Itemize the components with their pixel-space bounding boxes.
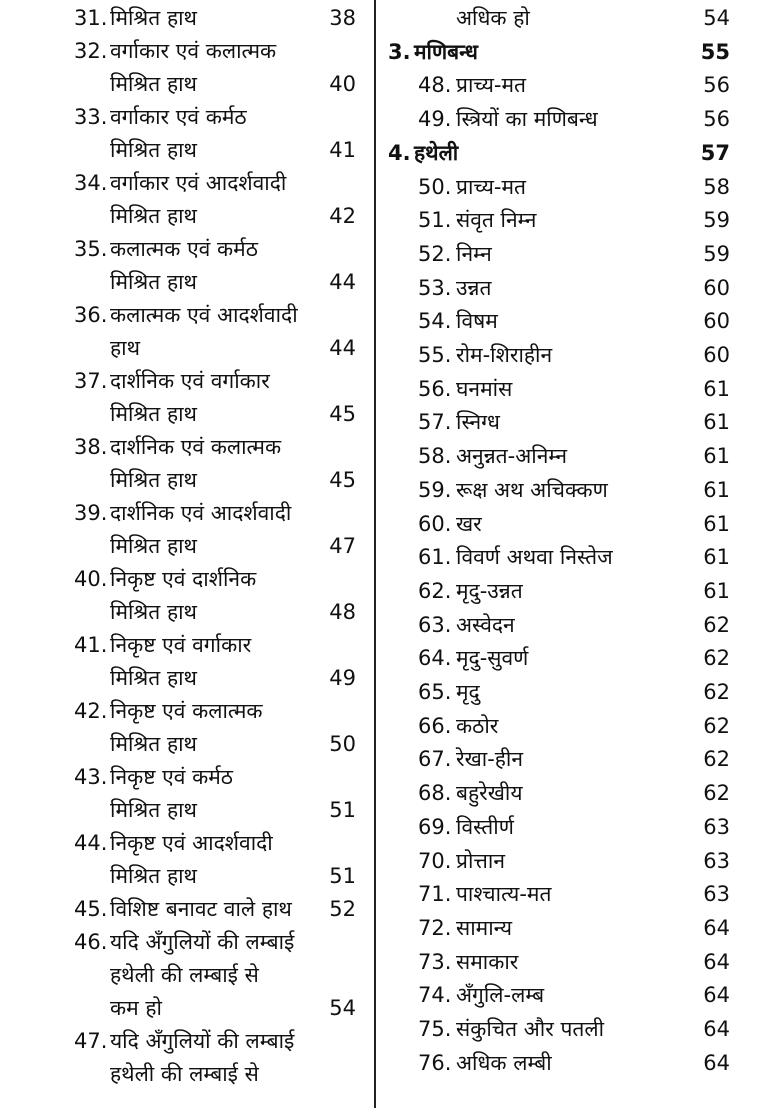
toc-entry-page: 61 bbox=[703, 477, 730, 502]
toc-entry-page: 44 bbox=[329, 336, 356, 360]
toc-entry-number: 63. bbox=[418, 612, 452, 637]
toc-entry-title: सामान्य bbox=[456, 915, 513, 940]
toc-entry-title: हथेली की लम्बाई से bbox=[110, 963, 259, 987]
toc-entry-number: 72. bbox=[418, 915, 452, 940]
toc-entry-page: 59 bbox=[703, 208, 730, 233]
toc-entry-title: रूक्ष अथ अचिक्कण bbox=[456, 477, 608, 502]
column-divider bbox=[374, 0, 376, 1108]
toc-entry-page: 60 bbox=[703, 309, 730, 334]
toc-entry-number: 31. bbox=[74, 6, 108, 30]
toc-entry bbox=[382, 508, 780, 541]
toc-entry-page: 49 bbox=[329, 666, 356, 690]
toc-entry bbox=[0, 464, 372, 497]
toc-entry-title: मिश्रित हाथ bbox=[110, 468, 197, 492]
toc-entry-title: संवृत निम्न bbox=[456, 208, 537, 233]
toc-entry bbox=[382, 406, 780, 439]
toc-entry-page: 61 bbox=[703, 376, 730, 401]
toc-entry-title: मिश्रित हाथ bbox=[110, 600, 197, 624]
toc-entry-title: मिश्रित हाथ bbox=[110, 138, 197, 162]
toc-entry bbox=[382, 878, 780, 911]
toc-entry bbox=[382, 2, 780, 35]
toc-entry-page: 41 bbox=[329, 138, 356, 162]
toc-entry-title: विशिष्ट बनावट वाले हाथ bbox=[110, 897, 292, 921]
toc-entry-title: कम हो bbox=[110, 996, 162, 1020]
toc-entry bbox=[382, 440, 780, 473]
toc-entry-number: 32. bbox=[74, 39, 108, 63]
toc-entry-number: 51. bbox=[418, 208, 452, 233]
toc-entry-title: मिश्रित हाथ bbox=[110, 72, 197, 96]
toc-entry-number: 50. bbox=[418, 174, 452, 199]
toc-entry-number: 55. bbox=[418, 343, 452, 367]
toc-entry-page: 62 bbox=[703, 680, 730, 704]
toc-entry-page: 44 bbox=[329, 270, 356, 294]
toc-entry bbox=[382, 204, 780, 237]
toc-entry-page: 51 bbox=[329, 864, 356, 888]
toc-entry-number: 45. bbox=[74, 897, 108, 921]
toc-entry bbox=[0, 563, 372, 596]
toc-entry bbox=[0, 101, 372, 134]
toc-entry bbox=[382, 575, 780, 608]
toc-entry-number: 70. bbox=[418, 848, 452, 873]
toc-entry-number: 42. bbox=[74, 699, 108, 723]
toc-entry bbox=[0, 794, 372, 827]
toc-entry-page: 51 bbox=[329, 798, 356, 822]
toc-entry-title: दार्शनिक एवं वर्गाकार bbox=[110, 369, 270, 393]
toc-entry bbox=[382, 609, 780, 642]
toc-entry bbox=[382, 777, 780, 810]
toc-entry-page: 40 bbox=[329, 72, 356, 96]
toc-entry-number: 38. bbox=[74, 435, 108, 459]
toc-entry-title: अस्वेदन bbox=[456, 612, 515, 637]
toc-entry-title: पाश्चात्य-मत bbox=[456, 882, 552, 907]
toc-entry-page: 57 bbox=[700, 140, 730, 165]
toc-entry bbox=[382, 710, 780, 743]
toc-entry bbox=[382, 373, 780, 406]
toc-entry-title: निकृष्ट एवं कर्मठ bbox=[110, 765, 234, 789]
toc-entry bbox=[0, 200, 372, 233]
toc-entry bbox=[0, 893, 372, 926]
toc-entry-title: हथेली की लम्बाई से bbox=[110, 1062, 259, 1086]
toc-entry bbox=[0, 68, 372, 101]
toc-entry-page: 47 bbox=[329, 534, 356, 558]
toc-entry bbox=[0, 959, 372, 992]
toc-entry bbox=[0, 2, 372, 35]
toc-entry-page: 64 bbox=[703, 915, 730, 940]
toc-entry bbox=[0, 827, 372, 860]
toc-entry-number: 48. bbox=[418, 73, 452, 98]
toc-entry-title: निकृष्ट एवं दार्शनिक bbox=[110, 567, 257, 591]
toc-entry-number: 64. bbox=[418, 646, 452, 671]
toc-entry bbox=[382, 272, 780, 305]
toc-entry-number: 35. bbox=[74, 237, 108, 261]
toc-entry-title: बहुरेखीय bbox=[456, 781, 523, 806]
toc-entry-page: 62 bbox=[703, 612, 730, 637]
toc-entry-number: 68. bbox=[418, 781, 452, 806]
toc-entry-title: उन्नत bbox=[456, 275, 492, 300]
toc-entry-page: 62 bbox=[703, 781, 730, 806]
toc-entry bbox=[382, 339, 780, 372]
toc-entry-title: दार्शनिक एवं आदर्शवादी bbox=[110, 501, 292, 525]
toc-entry-number: 44. bbox=[74, 831, 108, 855]
toc-entry-number: 41. bbox=[74, 633, 108, 657]
toc-entry-number: 59. bbox=[418, 477, 452, 502]
toc-entry-number: 3. bbox=[388, 39, 411, 64]
toc-entry bbox=[0, 35, 372, 68]
toc-entry-number: 76. bbox=[418, 1050, 452, 1075]
toc-entry bbox=[0, 1025, 372, 1058]
toc-entry-page: 58 bbox=[703, 174, 730, 199]
toc-entry-title: विषम bbox=[456, 309, 498, 334]
toc-entry bbox=[0, 992, 372, 1025]
toc-entry-number: 40. bbox=[74, 567, 108, 591]
toc-entry-page: 61 bbox=[703, 410, 730, 435]
toc-entry bbox=[0, 134, 372, 167]
toc-entry bbox=[382, 946, 780, 979]
toc-entry-page: 63 bbox=[703, 814, 730, 839]
toc-entry-page: 64 bbox=[703, 1050, 730, 1075]
toc-entry bbox=[0, 926, 372, 959]
toc-entry-number: 37. bbox=[74, 369, 108, 393]
toc-entry-number: 43. bbox=[74, 765, 108, 789]
toc-entry-number: 65. bbox=[418, 680, 452, 704]
toc-entry-page: 61 bbox=[703, 444, 730, 469]
toc-entry-page: 64 bbox=[703, 983, 730, 1008]
toc-entry-title: खर bbox=[456, 511, 482, 536]
toc-entry bbox=[382, 103, 780, 136]
toc-entry-number: 66. bbox=[418, 713, 452, 738]
toc-entry-title: मिश्रित हाथ bbox=[110, 204, 197, 228]
toc-entry bbox=[0, 233, 372, 266]
toc-entry-page: 48 bbox=[329, 600, 356, 624]
toc-entry-number: 57. bbox=[418, 410, 452, 435]
toc-entry bbox=[0, 1058, 372, 1091]
toc-entry-title: अधिक हो bbox=[456, 6, 530, 30]
toc-entry-title: प्रोत्तान bbox=[456, 848, 505, 873]
toc-entry-title: स्त्रियों का मणिबन्ध bbox=[456, 107, 598, 132]
toc-entry-number: 75. bbox=[418, 1017, 452, 1041]
toc-entry-page: 61 bbox=[703, 545, 730, 570]
toc-entry-number: 62. bbox=[418, 578, 452, 603]
toc-entry bbox=[382, 642, 780, 675]
toc-entry-page: 38 bbox=[329, 6, 356, 30]
toc-entry bbox=[0, 299, 372, 332]
toc-entry-title: रेखा-हीन bbox=[456, 747, 524, 772]
toc-entry-title: मिश्रित हाथ bbox=[110, 6, 197, 30]
toc-entry-title: मिश्रित हाथ bbox=[110, 402, 197, 426]
toc-entry bbox=[382, 171, 780, 204]
toc-entry-page: 54 bbox=[703, 6, 730, 30]
toc-entry-title: वर्गाकार एवं आदर्शवादी bbox=[110, 171, 287, 195]
toc-entry-title: यदि अँगुलियों की लम्बाई bbox=[110, 1029, 295, 1053]
toc-entry bbox=[382, 1013, 780, 1046]
toc-entry-number: 74. bbox=[418, 983, 452, 1008]
toc-entry-title: निकृष्ट एवं आदर्शवादी bbox=[110, 831, 273, 855]
toc-entry-title: घनमांस bbox=[456, 376, 513, 401]
toc-entry bbox=[0, 398, 372, 431]
toc-entry bbox=[382, 743, 780, 776]
toc-entry bbox=[382, 474, 780, 507]
toc-entry bbox=[0, 728, 372, 761]
toc-entry-title: निकृष्ट एवं वर्गाकार bbox=[110, 633, 252, 657]
toc-entry-page: 45 bbox=[329, 468, 356, 492]
toc-entry-number: 60. bbox=[418, 511, 452, 536]
toc-entry bbox=[382, 1047, 780, 1080]
toc-entry bbox=[0, 365, 372, 398]
toc-entry-number: 53. bbox=[418, 275, 452, 300]
toc-entry-page: 62 bbox=[703, 747, 730, 772]
toc-entry bbox=[0, 695, 372, 728]
toc-entry bbox=[0, 629, 372, 662]
toc-entry-number: 34. bbox=[74, 171, 108, 195]
toc-entry-title: निकृष्ट एवं कलात्मक bbox=[110, 699, 263, 723]
toc-entry-title: कठोर bbox=[456, 713, 499, 738]
toc-entry-title: मिश्रित हाथ bbox=[110, 732, 197, 756]
toc-entry-page: 52 bbox=[329, 897, 356, 921]
toc-entry-title: प्राच्य-मत bbox=[456, 73, 526, 98]
toc-entry-number: 47. bbox=[74, 1029, 108, 1053]
toc-entry-number: 49. bbox=[418, 107, 452, 132]
toc-entry bbox=[382, 238, 780, 271]
toc-entry-title: अधिक लम्बी bbox=[456, 1050, 552, 1075]
toc-entry-title: प्राच्य-मत bbox=[456, 174, 526, 199]
toc-entry-page: 60 bbox=[703, 275, 730, 300]
toc-entry bbox=[0, 662, 372, 695]
toc-entry-page: 45 bbox=[329, 402, 356, 426]
toc-entry-page: 50 bbox=[329, 732, 356, 756]
toc-entry bbox=[382, 912, 780, 945]
toc-entry-number: 33. bbox=[74, 105, 108, 129]
toc-section-heading bbox=[382, 36, 780, 69]
toc-entry-page: 54 bbox=[329, 996, 356, 1020]
toc-entry-page: 62 bbox=[703, 713, 730, 738]
toc-entry-page: 56 bbox=[703, 73, 730, 98]
toc-entry-page: 62 bbox=[703, 646, 730, 671]
toc-entry-number: 71. bbox=[418, 882, 452, 907]
toc-entry-title: हथेली bbox=[414, 140, 459, 165]
toc-entry bbox=[382, 979, 780, 1012]
toc-entry-title: मृदु bbox=[456, 680, 480, 704]
toc-entry-title: विवर्ण अथवा निस्तेज bbox=[456, 545, 613, 570]
toc-entry-page: 56 bbox=[703, 107, 730, 132]
toc-entry-title: समाकार bbox=[456, 949, 519, 974]
toc-entry-page: 64 bbox=[703, 1017, 730, 1041]
toc-entry bbox=[0, 332, 372, 365]
toc-entry-title: वर्गाकार एवं कर्मठ bbox=[110, 105, 247, 129]
toc-entry-number: 4. bbox=[388, 140, 411, 165]
toc-entry-title: निम्न bbox=[456, 241, 492, 266]
toc-entry bbox=[0, 497, 372, 530]
toc-entry-title: मिश्रित हाथ bbox=[110, 864, 197, 888]
toc-entry-title: अनुन्नत-अनिम्न bbox=[456, 444, 568, 469]
toc-entry-title: हाथ bbox=[110, 336, 141, 360]
toc-entry-title: मृदु-उन्नत bbox=[456, 578, 523, 603]
toc-entry-title: मणिबन्ध bbox=[414, 39, 478, 64]
toc-entry-title: मृदु-सुवर्ण bbox=[456, 646, 529, 671]
toc-entry bbox=[0, 761, 372, 794]
toc-entry-page: 61 bbox=[703, 511, 730, 536]
toc-entry-title: कलात्मक एवं आदर्शवादी bbox=[110, 303, 298, 327]
toc-entry-title: अँगुलि-लम्ब bbox=[456, 983, 545, 1008]
toc-entry-title: मिश्रित हाथ bbox=[110, 534, 197, 558]
toc-section-heading bbox=[382, 137, 780, 170]
toc-entry bbox=[382, 676, 780, 709]
toc-entry bbox=[0, 266, 372, 299]
toc-entry-page: 63 bbox=[703, 848, 730, 873]
toc-entry-number: 46. bbox=[74, 930, 108, 954]
toc-entry-page: 60 bbox=[703, 343, 730, 367]
toc-entry-number: 61. bbox=[418, 545, 452, 570]
toc-entry-title: कलात्मक एवं कर्मठ bbox=[110, 237, 258, 261]
toc-entry-title: यदि अँगुलियों की लम्बाई bbox=[110, 930, 295, 954]
toc-entry-title: विस्तीर्ण bbox=[456, 814, 514, 839]
toc-entry-page: 55 bbox=[700, 39, 730, 64]
toc-entry-title: वर्गाकार एवं कलात्मक bbox=[110, 39, 277, 63]
toc-entry-title: स्निग्ध bbox=[456, 410, 500, 435]
toc-entry-title: संकुचित और पतली bbox=[456, 1017, 605, 1041]
toc-entry bbox=[382, 845, 780, 878]
toc-entry bbox=[0, 860, 372, 893]
toc-entry-number: 52. bbox=[418, 241, 452, 266]
toc-entry bbox=[0, 167, 372, 200]
toc-entry-title: रोम-शिराहीन bbox=[456, 343, 553, 367]
toc-entry-number: 54. bbox=[418, 309, 452, 334]
toc-entry bbox=[382, 69, 780, 102]
toc-entry-title: मिश्रित हाथ bbox=[110, 666, 197, 690]
toc-entry-number: 67. bbox=[418, 747, 452, 772]
toc-entry-page: 63 bbox=[703, 882, 730, 907]
toc-entry bbox=[382, 811, 780, 844]
toc-entry-number: 73. bbox=[418, 949, 452, 974]
toc-entry bbox=[0, 530, 372, 563]
toc-entry bbox=[382, 541, 780, 574]
toc-entry-page: 61 bbox=[703, 578, 730, 603]
toc-entry bbox=[382, 305, 780, 338]
toc-entry-page: 64 bbox=[703, 949, 730, 974]
toc-entry-number: 69. bbox=[418, 814, 452, 839]
toc-entry-title: मिश्रित हाथ bbox=[110, 270, 197, 294]
toc-entry-number: 58. bbox=[418, 444, 452, 469]
toc-entry bbox=[0, 431, 372, 464]
toc-entry-number: 56. bbox=[418, 376, 452, 401]
toc-entry bbox=[0, 596, 372, 629]
toc-entry-page: 59 bbox=[703, 241, 730, 266]
toc-entry-title: मिश्रित हाथ bbox=[110, 798, 197, 822]
toc-entry-number: 36. bbox=[74, 303, 108, 327]
toc-entry-page: 42 bbox=[329, 204, 356, 228]
toc-entry-title: दार्शनिक एवं कलात्मक bbox=[110, 435, 282, 459]
toc-entry-number: 39. bbox=[74, 501, 108, 525]
